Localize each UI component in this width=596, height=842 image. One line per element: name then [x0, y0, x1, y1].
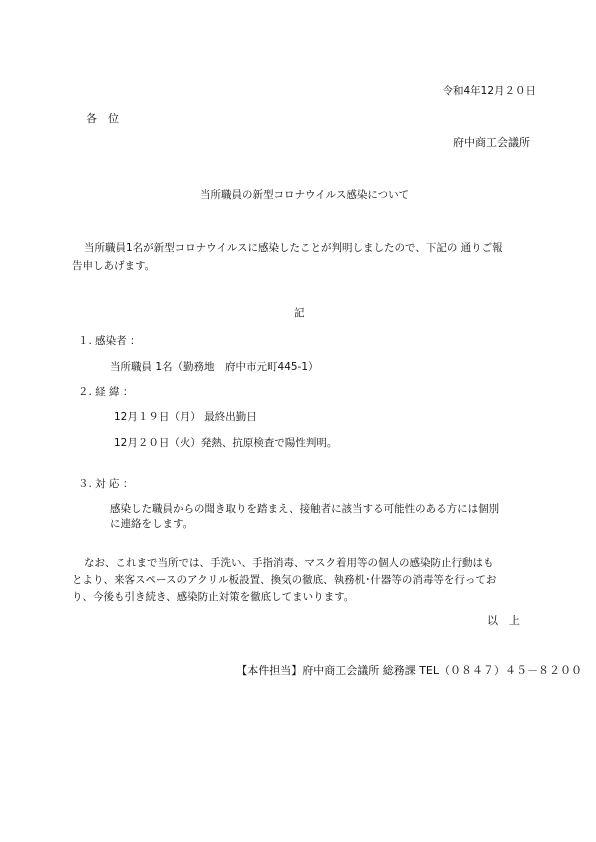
intro-line-2: 告申しあげます。: [72, 260, 156, 272]
section-history-line-1: 12月１９日（月） 最終出勤日: [114, 411, 257, 423]
section-response-line-1: 感染した職員からの聞き取りを踏まえ、接触者に該当する可能性のある方には個別: [110, 503, 500, 515]
section-response-heading: ３. 対 応 ：: [78, 478, 134, 490]
sender-organization: 府中商工会議所: [453, 136, 530, 149]
section-infected-body: 当所職員 1名（勤務地 府中市元町445-1）: [110, 361, 319, 373]
contact-info: 【本件担当】府中商工会議所 総務課 TEL（０８４７）４５－８２００: [236, 664, 582, 677]
ijou-closing-mark: 以 上: [487, 614, 520, 627]
ki-heading: 記: [294, 307, 305, 319]
recipient: 各 位: [86, 112, 119, 125]
section-history-line-2: 12月２０日（火）発熱、抗原検査で陽性判明。: [114, 437, 338, 449]
section-infected-heading: １. 感染者 ：: [78, 335, 141, 347]
closing-line-3: り、今後も引き続き、感染防止対策を徹底してまいります。: [72, 591, 355, 603]
closing-line-2: とより、来客スペースのアクリル板設置、換気の徹底、執務机･什器等の消毒等を行ってお: [72, 574, 497, 586]
intro-line-1: 当所職員1名が新型コロナウイルスに感染したことが判明しましたので、下記の 通りご報: [84, 242, 503, 254]
section-history-heading: ２. 経 緯 ：: [78, 386, 134, 398]
closing-line-1: なお、これまで当所では、手洗い、手指消毒、マスク着用等の個人の感染防止行動はも: [84, 557, 494, 569]
section-response-line-2: に連絡をします。: [110, 518, 194, 530]
document-title: 当所職員の新型コロナウイルス感染について: [200, 189, 410, 201]
document-date: 令和4年12月２０日: [442, 85, 536, 97]
